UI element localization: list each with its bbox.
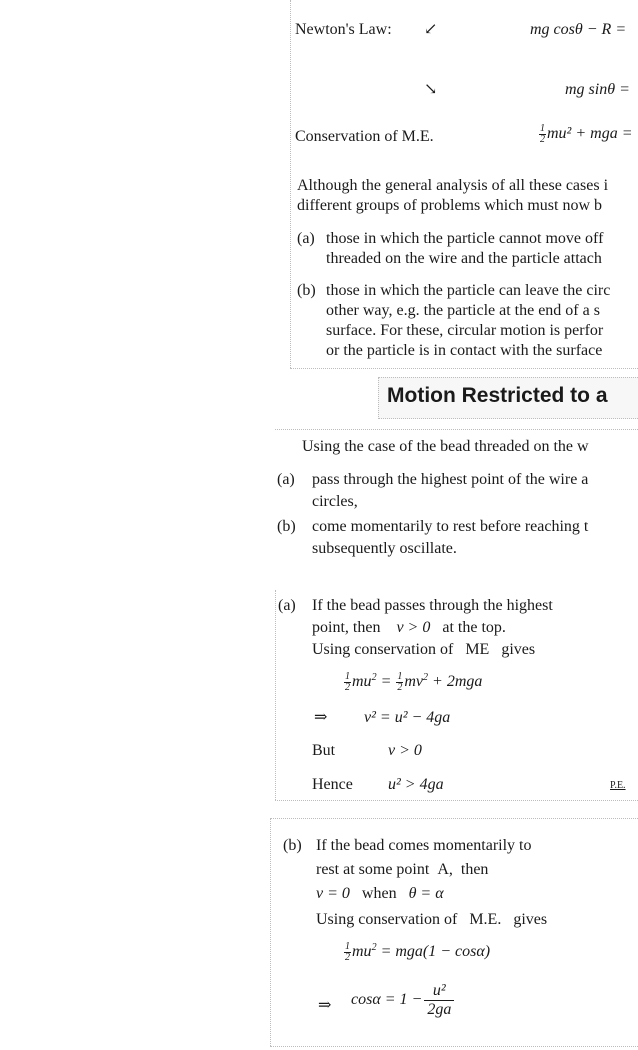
general-analysis-line-1: Although the general analysis of all these cases i <box>297 177 609 194</box>
case-b-line-4: Using conservation of M.E. gives <box>316 911 548 928</box>
intro-a-line-1: pass through the highest point of the wire a <box>312 471 589 488</box>
pe-reference-link[interactable]: P.E. <box>610 780 626 791</box>
case-a-label: (a) <box>278 597 296 614</box>
case-b-bottom-rule <box>270 1046 638 1047</box>
section-heading-box <box>378 377 638 419</box>
section-heading: Motion Restricted to a <box>387 384 608 407</box>
radial-equation: mg cosθ − R = <box>530 21 627 38</box>
list-item-b-line-2: other way, e.g. the particle at the end of a s <box>326 302 600 319</box>
half-fraction: $\frac{1}{2}$ <box>540 123 545 145</box>
intro-line: Using the case of the bead threaded on the w <box>302 438 589 455</box>
case-a-bottom-rule <box>275 800 638 801</box>
radial-arrow-icon: ↙ <box>424 21 438 38</box>
case-a-line-1: If the bead passes through the highest <box>312 597 553 614</box>
list-item-b-label: (b) <box>297 282 316 299</box>
case-b-line-3: v = 0 when θ = α <box>316 885 444 902</box>
case-b-label: (b) <box>283 837 302 854</box>
case-a-hence-condition: u² > 4ga <box>388 776 444 793</box>
intro-a-line-2: circles, <box>312 493 358 510</box>
list-item-b-line-3: surface. For these, circular motion is perfor <box>326 322 604 339</box>
intro-b-label: (b) <box>277 518 296 535</box>
intro-b-line-1: come momentarily to rest before reaching t <box>312 518 589 535</box>
list-item-a-line-1: those in which the particle cannot move off <box>326 230 604 247</box>
tangential-equation: mg sinθ = <box>565 81 630 98</box>
case-a-line-2: point, then v > 0 at the top. <box>312 619 506 636</box>
top-block-bottom-rule <box>290 368 638 369</box>
case-b-left-rule <box>270 818 271 1046</box>
conservation-me-equation: $\frac{1}{2}$ mu² + mga = <box>540 123 633 145</box>
tangential-arrow-icon: ↘ <box>424 81 438 98</box>
conservation-me-label: Conservation of M.E. <box>295 128 434 145</box>
list-item-b-line-4: or the particle is in contact with the surface <box>326 342 603 359</box>
general-analysis-line-2: different groups of problems which must now b <box>297 197 602 214</box>
case-b-fraction: $\frac{\text{u²}}{2ga}$ <box>424 982 454 1019</box>
heading-bottom-rule <box>275 429 638 430</box>
case-a-implies-icon: ⇒ <box>314 709 328 726</box>
case-a-hence-label: Hence <box>312 776 353 793</box>
list-item-a-line-2: threaded on the wire and the particle attach <box>326 250 602 267</box>
case-b-cos-equation: cosα = 1 − $\frac{\text{u²}}{2ga}$ <box>351 982 456 1019</box>
intro-a-label: (a) <box>277 471 295 488</box>
case-a-but-condition: v > 0 <box>388 742 422 759</box>
list-item-b-line-1: those in which the particle can leave the circ <box>326 282 611 299</box>
list-item-a-label: (a) <box>297 230 315 247</box>
case-b-implies-icon: ⇒ <box>318 997 332 1014</box>
case-a-energy-equation: $\frac{1}{2}$ $mu^2$ = $\frac{1}{2}$ $mv^2 + 2mga$ <box>345 671 483 693</box>
case-b-line-1: If the bead comes momentarily to <box>316 837 532 854</box>
top-block-left-rule <box>290 0 291 368</box>
case-b-line-2: rest at some point A, then <box>316 861 489 878</box>
case-b-top-rule <box>270 818 638 819</box>
intro-b-line-2: subsequently oscillate. <box>312 540 457 557</box>
case-b-energy-equation: $\frac{1}{2}$ $mu^2 = mga(1 - \cos\alpha)$ <box>345 941 491 963</box>
case-a-line-3: Using conservation of ME gives <box>312 641 536 658</box>
newton-law-label: Newton's Law: <box>295 21 392 38</box>
case-a-left-rule <box>275 590 276 800</box>
case-a-velocity-equation: v² = u² − 4ga <box>364 709 451 726</box>
case-a-but-label: But <box>312 742 336 759</box>
